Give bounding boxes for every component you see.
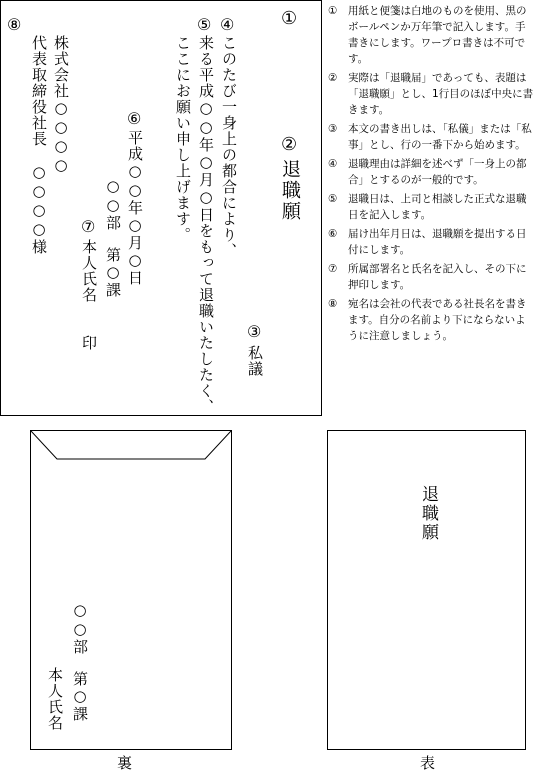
envelope-flap: [31, 431, 231, 471]
note-text: 退職理由は詳細を述べず「一身上の都合」とするのが一般的です。: [348, 158, 527, 186]
department: ○○部 第○課: [104, 177, 122, 298]
submission-date: 平成○○年○月○日: [126, 130, 144, 286]
note-item: [328, 296, 534, 344]
note-number: ②: [328, 72, 338, 84]
envelope-front-caption: 表: [420, 754, 436, 772]
note-item: [328, 70, 534, 118]
shigi-marker: ③: [247, 322, 262, 341]
envelope-front: [327, 430, 526, 750]
company-name: 株式会社○○○○: [52, 35, 70, 175]
note-item: [328, 191, 534, 223]
note-item: [328, 3, 534, 67]
note-text: 退職日は、上司と相談した正式な退職日を記入します。: [348, 193, 527, 221]
body-line-1: このたび一身上の都合により、: [220, 35, 238, 259]
body-line-2-marker: ⑤: [197, 15, 212, 34]
note-number: ⑤: [328, 193, 338, 205]
marker-1: ①: [281, 8, 298, 29]
note-item: [328, 121, 534, 153]
note-text: 本文の書き出しは、「私儀」または「私事」とし、行の一番下から始めます。: [348, 123, 532, 151]
envelope-front-title: 退職願: [418, 485, 438, 542]
note-number: ③: [328, 123, 338, 135]
note-number: ⑦: [328, 263, 338, 275]
name-marker: ⑦: [81, 217, 96, 236]
note-number: ⑧: [328, 298, 338, 310]
note-text: 所属部署名と氏名を記入し、その下に押印します。: [348, 263, 527, 291]
applicant-name: 本人氏名 印: [80, 239, 98, 351]
date-marker: ⑥: [127, 109, 142, 128]
body-marker: ④: [220, 15, 235, 34]
envelope-back: [30, 430, 232, 750]
envelope-back-department: ○○部 第○課: [71, 601, 89, 722]
note-text: 届け出年月日は、退職願を提出する日付にします。: [348, 228, 527, 256]
addressee-marker: ⑧: [7, 15, 22, 34]
note-text: 実際は「退職届」であっても、表題は「退職願」とし、1行目のほぼ中央に書きます。: [348, 72, 534, 116]
note-number: ④: [328, 158, 338, 170]
note-text: 用紙と便箋は白地のものを使用、黒のボールペンか万年筆で記入します。手書きにします。ワープロ書きは不可です。: [348, 5, 527, 65]
envelope-back-name: 本人氏名: [46, 667, 64, 731]
body-line-3: ここにお願い申し上げます。: [174, 35, 192, 243]
note-number: ①: [328, 5, 338, 17]
note-number: ⑥: [328, 228, 338, 240]
notes-list: [328, 3, 534, 347]
body-line-2: 来る平成○○年○月○日をもって退職いたしたく、: [197, 35, 215, 415]
note-item: [328, 156, 534, 188]
envelope-back-caption: 裏: [117, 754, 133, 772]
note-text: 宛名は会社の代表である社長名を書きます。自分の名前より下にならないように注意しましょう。: [348, 298, 527, 342]
resignation-letter: [0, 0, 322, 416]
title-marker: ②: [281, 134, 298, 155]
note-item: [328, 261, 534, 293]
letter-title: 退職願: [279, 159, 301, 222]
representative-name: 代表取締役社長 ○○○○様: [30, 35, 48, 255]
shigi: 私議: [246, 345, 264, 377]
note-item: [328, 226, 534, 258]
